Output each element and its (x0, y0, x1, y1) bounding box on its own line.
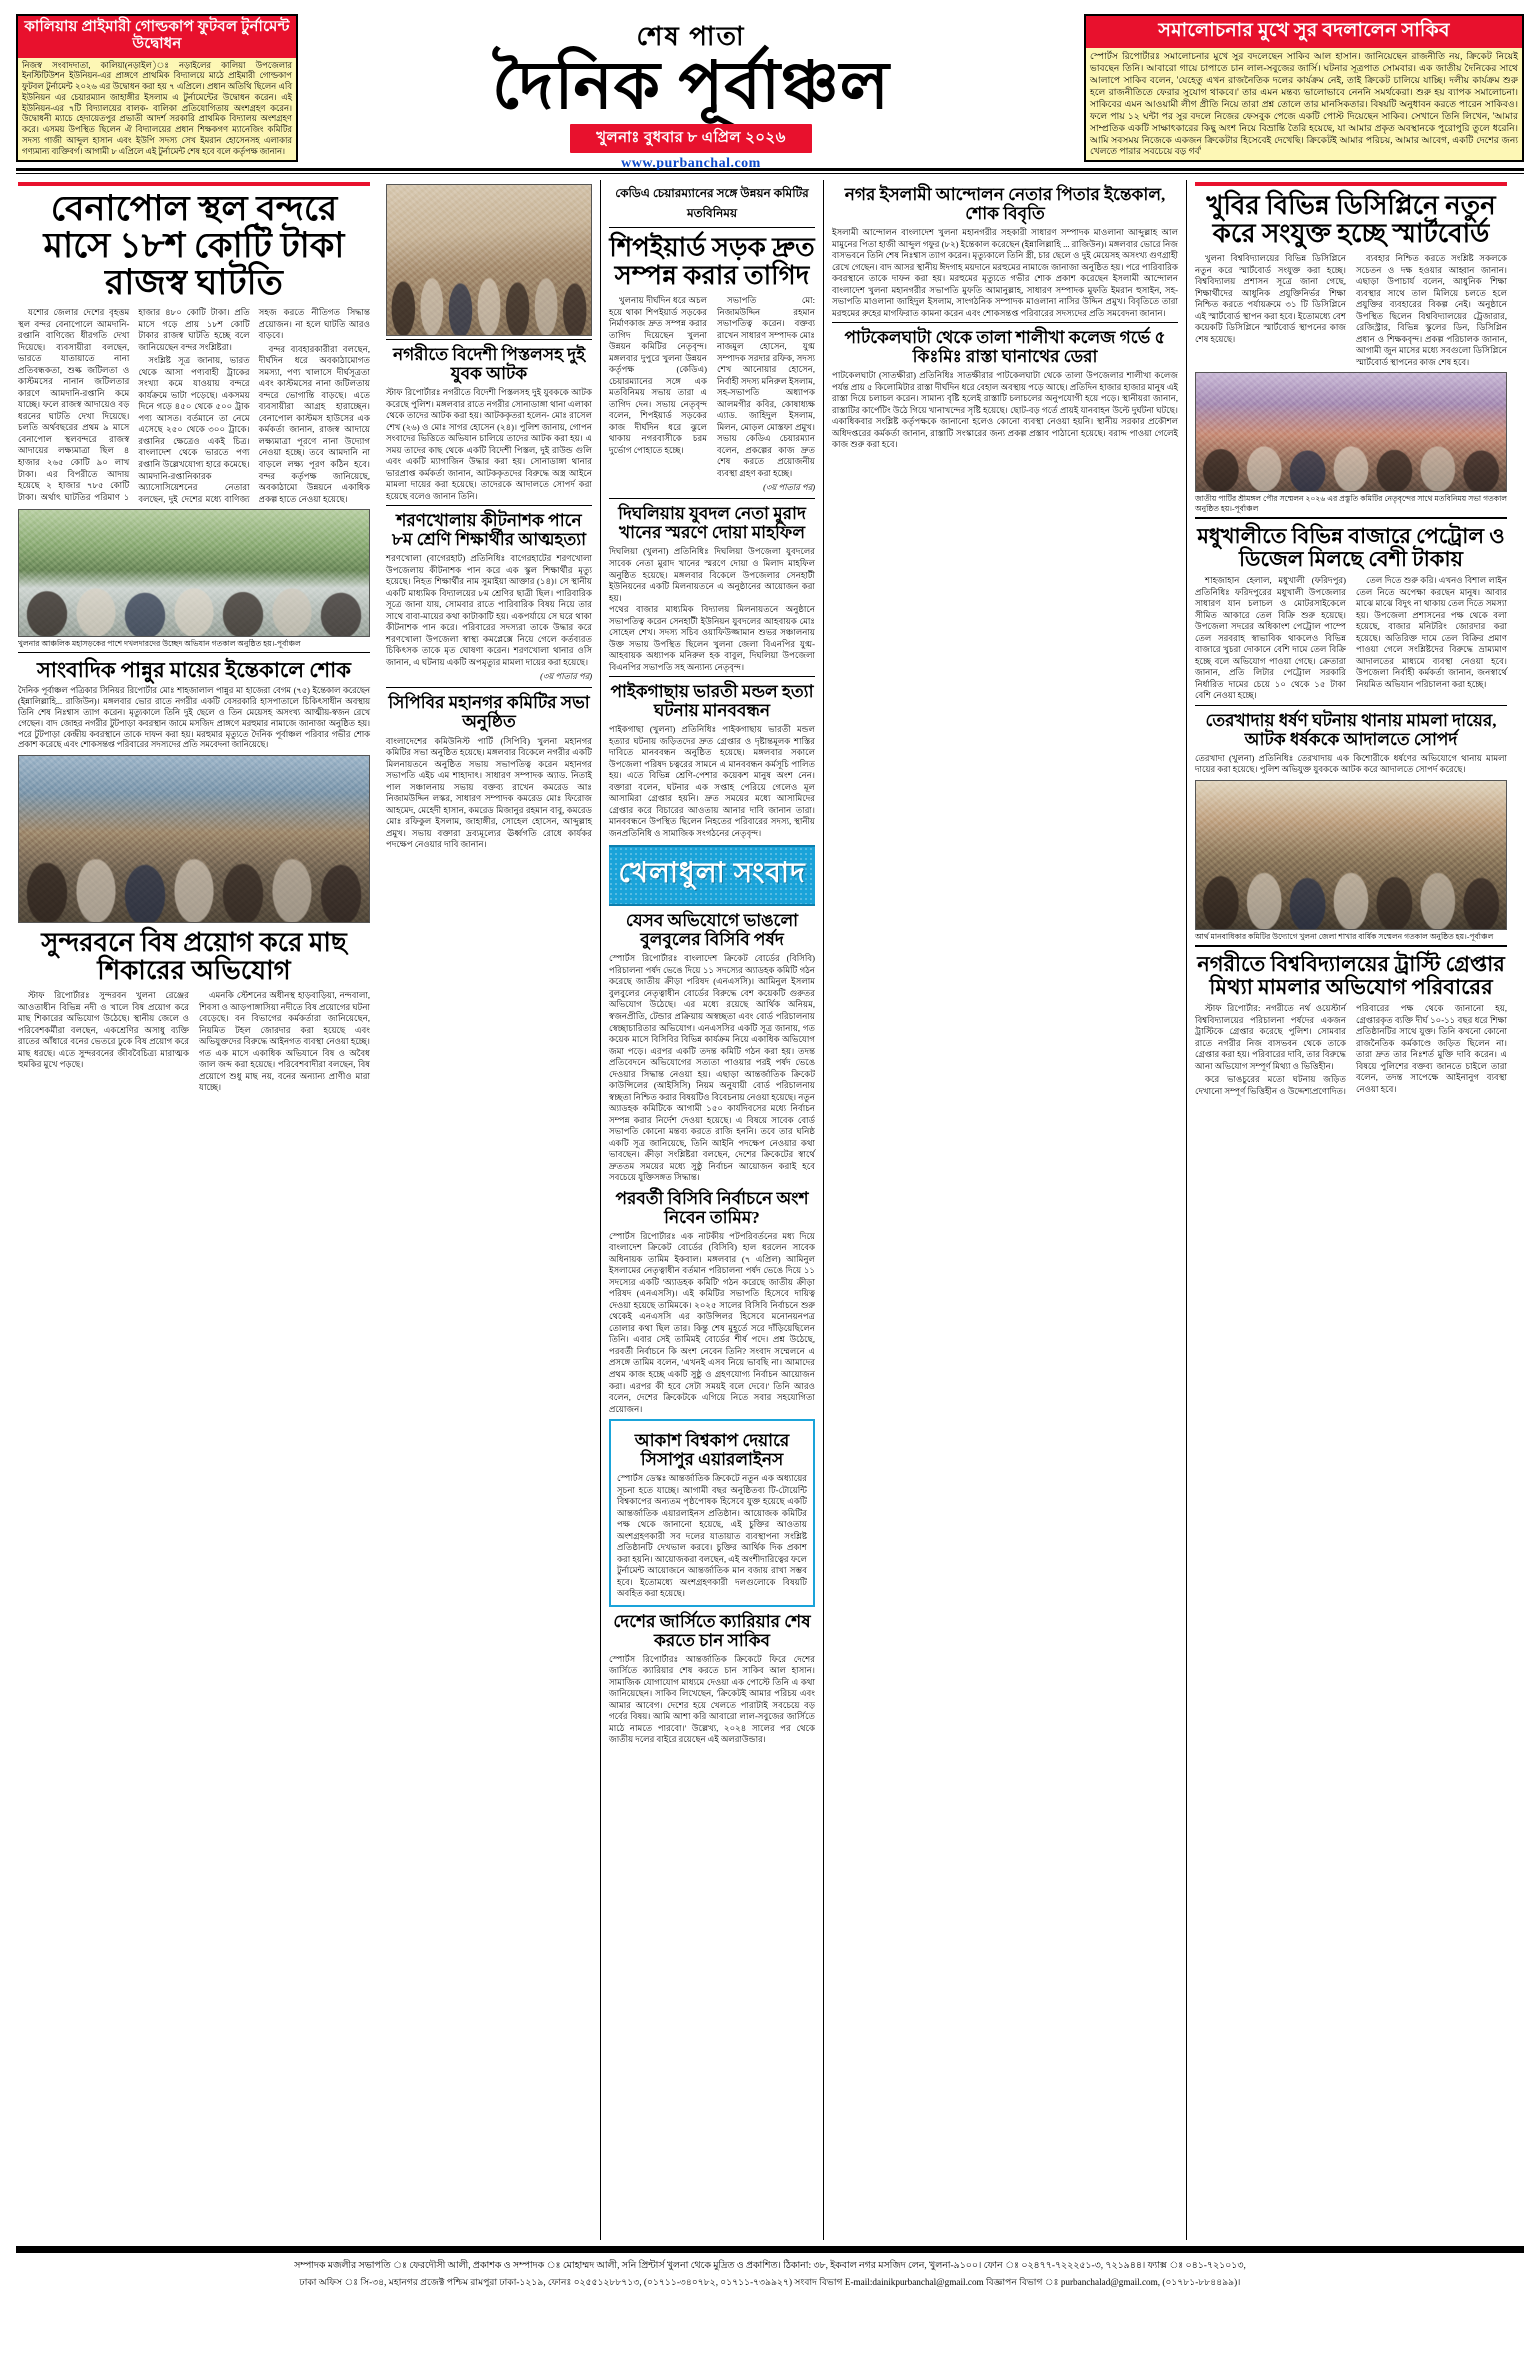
body-sakib-career: স্পোর্টস রিপোর্টারঃ আন্তর্জাতিক ক্রিকেটে ফিরে দেশের জার্সিতে ক্যারিয়ার শেষ করতে চান সাকিব আল হাসান। সামাজিক যোগাযোগ মাধ্যমে দেওয়া এক পোস্টে তিনি এ কথা জানিয়েছেন। সাকিব লিখেছেন, 'ক্রিকেটই আমার পরিচয় এবং আমার আবেগ। দেশের হয়ে খেলতে পারাটাই সবচেয়ে বড় গর্বের বিষয়। আমি আশা করি আবারো লাল-সবুজের জার্সিতে মাঠে নামতে পারবো।' উল্লেখ্য, ২০২৪ সালের পর থেকে জাতীয় দলের বাইরে রয়েছেন এই অলরাউন্ডার। (609, 1653, 815, 1745)
lead-para-1: যশোর জেলার দেশের বৃহত্তম স্থল বন্দর বেনাপোলে আমদানি-রপ্তানি বাণিজ্যে ধীরগতি দেখা দিয়েছে। ব্যবসায়ীরা বলছেন, ভারতে যাতায়াতে নানা প্রতিবন্ধকতা, শুল্ক জটিলতা ও কাস্টমসের নানান জটিলতার কারণে আমদানি-রপ্তানি কমে যাচ্ছে। ফলে রাজস্ব আদায়েও বড় ধরনের ঘাটতি দেখা দিয়েছে। চলতি অর্থবছরের প্রথম ৯ মাসে বেনাপোল স্থলবন্দরে রাজস্ব আদায়ের লক্ষ্যমাত্রা ছিল ৪ হাজার ২৬৫ কোটি ৯০ লাখ টাকা। এর বিপরীতে আদায় হয়েছে ২ হাজার ৭৮৫ কোটি টাকা। অর্থাৎ ঘাটতির পরিমাণ ১ হাজার ৪৮০ কোটি টাকা। প্রতি মাসে গড়ে প্রায় ১৮শ কোটি টাকার রাজস্ব ঘাটতি হচ্ছে বলে জানিয়েছেন বন্দর সংশ্লিষ্টরা। (18, 307, 250, 502)
headline-tamim-election[interactable]: পরবর্তী বিসিবি নির্বাচনে অংশ নিবেন তামিম? (615, 1188, 809, 1227)
footer-line-1: সম্পাদক মজলীর সভাপতি ঃ ফেরদৌসী আলী, প্রকাশক ও সম্পাদক ঃ মোহাম্মদ আলী, সনি প্রিন্টার্স খুলনা থেকে মুদ্রিত ও প্রকাশিত। ঠিকানা: ৩৮, ইকবাল নগর মসজিদ লেন, খুলনা-৯১০০। ফোন ঃ ০২৪৭৭-৭২২২৫১-৩, ৭২১৯৪৪। ফ্যাক্স ঃ ০৪১-৭২১০১৩, (294, 2261, 1246, 2271)
top-right-headline: সমালোচনার মুখে সুর বদলালেন সাকিব (1086, 16, 1522, 48)
continuation-c2: (৩য় পাতার পর) (540, 672, 592, 682)
column-5 (1187, 180, 1509, 2240)
photo-figures-4 (1196, 418, 1506, 491)
divider-c3-a (609, 498, 815, 499)
divider-c2-b (386, 505, 592, 506)
column-3 (601, 180, 823, 2240)
column-2 (378, 180, 600, 2240)
headline-airline-sponsor[interactable]: আকাশ বিশ্বকাপ দেয়ারে সিসাপুর এয়ারলাইনস (634, 1431, 790, 1470)
headline-pesticide-suicide[interactable]: শরণখোলায় কীটনাশক পানে ৮ম শ্রেণি শিক্ষার্থীর আত্মহত্যা (391, 511, 587, 550)
divider-c2-c (386, 687, 592, 688)
fuel-para-2: তেল দিতে শুরু করি। এখনও বিশাল লাইন তেল নিতে অপেক্ষা করছেন মানুষ। আবার মাঝে মাঝে বিদুৎ না থাকায় তেল দিতে সমস্যা হয়। উপজেলা প্রশাসনের পক্ষ থেকে বলা হয়েছে, বাজার মনিটরিং জোরদার করা হয়েছে। অতিরিক্ত দামে তেল বিক্রির প্রমাণ পাওয়া গেলে সংশ্লিষ্টদের বিরুদ্ধে ভ্রাম্যমাণ আদালতের মাধ্যমে ব্যবস্থা নেওয়া হবে। উপজেলা নির্বাহী কর্মকর্তা জানান, জনস্বার্থে নিয়মিত অভিযান পরিচালনা করা হচ্ছে। (1356, 575, 1507, 689)
headline-journalist-mother[interactable]: সাংবাদিক পান্নুর মায়ের ইন্তেকালে শোক (37, 658, 351, 683)
body-patkelghata-road: পাটকেলঘাটা (সাতক্ষীরা) প্রতিনিধিঃ সাতক্ষীরার পাটকেলঘাটা থেকে তালা উপজেলার শালীখা কলেজ পর্যন্ত প্রায় ৫ কিলোমিটার রাস্তা দীর্ঘদিন ধরে বেহাল অবস্থায় পড়ে আছে। প্রতিদিন হাজার হাজার মানুষ এই রাস্তা দিয়ে চলাচল করেন। সামান্য বৃষ্টি হলেই রাস্তাটি চলাচলের অনুপযোগী হয়ে পড়ে। স্থানীয়রা জানান, রাস্তাটির কার্পেটিং উঠে গিয়ে খানাখন্দের সৃষ্টি হয়েছে। ছোট-বড় গর্তে প্রায়ই যানবাহন উল্টে দুর্ঘটনা ঘটছে। একাধিকবার সংশ্লিষ্ট কর্তৃপক্ষকে জানানো হলেও কোনো ব্যবস্থা নেওয়া হয়নি। স্থানীয় সরকার প্রকৌশল অধিদপ্তরের কর্মকর্তা জানান, রাস্তাটি সংস্কারের জন্য প্রকল্প প্রস্তাব পাঠানো হয়েছে। বরাদ্দ পাওয়া গেলেই কাজ শুরু করা হবে। (832, 370, 1178, 450)
headline-bcb-board[interactable]: যেসব অভিযোগে ভাঙলো বুলবুলের বিসিবি পর্ষদ (625, 911, 799, 950)
column-4 (824, 180, 1186, 2240)
headline-madhukhali-fuel[interactable]: মধুখালীতে বিভিন্ন বাজারে পেট্রোল ও ডিজেল মিলছে বেশী টাকায় (1197, 523, 1505, 571)
body-shipyard-road (609, 295, 815, 479)
masthead-divider-thin (16, 173, 1524, 174)
top-right-news-box (1084, 14, 1524, 162)
photo-figures-3 (387, 242, 591, 335)
body-pistol-arrest: স্টাফ রিপোর্টারঃ নগরীতে বিদেশী পিস্তলসহ দুই যুবককে আটক করেছে পুলিশ। মঙ্গলবার রাতে নগরীর সোনাডাঙ্গা থানা এলাকা থেকে তাদের আটক করা হয়। আটককৃতরা হলেন- মোঃ রাসেল শেখ (২৬) ও মোঃ সাগর হোসেন (২৪)। পুলিশ জানায়, গোপন সংবাদের ভিত্তিতে অভিযান চালিয়ে তাদের আটক করা হয়। এ সময় তাদের কাছ থেকে একটি বিদেশী পিস্তল, দুই রাউন্ড গুলি এবং একটি ম্যাগাজিন উদ্ধার করা হয়। সোনাডাঙ্গা থানার ভারপ্রাপ্ত কর্মকর্তা জানান, আটককৃতদের বিরুদ্ধে অস্ত্র আইনে মামলা দায়ের করা হয়েছে। তাদেরকে আদালতে সোপর্দ করা হয়েছে বলেও জানান তিনি। (386, 387, 592, 501)
body-pesticide-suicide: শরণখোলা (বাগেরহাট) প্রতিনিধিঃ বাগেরহাটের শরণখোলা উপজেলায় কীটনাশক পান করে এক স্কুল শিক্ষার্থীর মৃত্যু হয়েছে। নিহত শিক্ষার্থীর নাম সুমাইয়া আক্তার (১৪)। সে স্থানীয় একটি মাধ্যমিক বিদ্যালয়ের ৮ম শ্রেণির ছাত্রী ছিল। পারিবারিক সূত্রে জানা যায়, সোমবার রাতে পারিবারিক বিষয় নিয়ে তার সাথে বাবা-মায়ের কথা কাটাকাটি হয়। একপর্যায়ে সে ঘরে থাকা কীটনাশক পান করে। পরিবারের সদস্যরা তাকে উদ্ধার করে শরণখোলা উপজেলা স্বাস্থ্য কমপ্লেক্সে নিয়ে গেলে কর্তব্যরত চিকিৎসক তাকে মৃত ঘোষণা করেন। শরণখোলা থানার ওসি জানান, এ ঘটনায় একটি অপমৃত্যুর মামলা দায়ের করা হয়েছে। (386, 553, 592, 667)
website-url[interactable]: www.purbanchal.com (621, 155, 761, 171)
photo-caption-eviction: খুলনার আঞ্চলিক মহাসড়কের পাশে দখলদারদের উচ্ছেদ অভিযান গতকাল অনুষ্ঠিত হয়।-পূর্বাঞ্চল (18, 639, 301, 649)
right-red-rule (1195, 182, 1507, 186)
lead-red-rule (18, 182, 370, 186)
body-airline-sponsor: স্পোর্টস ডেস্কঃ আন্তর্জাতিক ক্রিকেটে নতুন এক অধ্যায়ের সূচনা হতে যাচ্ছে। আগামী বছর অনুষ্ঠিতব্য টি-টোয়েন্টি বিশ্বকাপের অন্যতম পৃষ্ঠপোষক হিসেবে যুক্ত হয়েছে একটি আন্তর্জাতিক এয়ারলাইনস প্রতিষ্ঠান। আয়োজক কমিটির পক্ষ থেকে জানানো হয়েছে, এই চুক্তির আওতায় অংশগ্রহণকারী সব দলের যাতায়াত ব্যবস্থাপনা সংশ্লিষ্ট প্রতিষ্ঠানটি দেখভাল করবে। চুক্তির আর্থিক দিক প্রকাশ করা হয়নি। আয়োজকরা বলছেন, এই অংশীদারিত্বের ফলে টুর্নামেন্ট আয়োজনে আন্তর্জাতিক মান বজায় রাখা সম্ভব হবে। ইতোমধ্যে অংশগ্রহণকারী দলগুলোকে বিষয়টি অবহিত করা হয়েছে। (617, 1473, 807, 1599)
headline-paikgacha-protest[interactable]: পাইকগাছায় ভারতী মন্ডল হত্যা ঘটনায় মানববন্ধন (610, 682, 814, 721)
body-journalist-mother: দৈনিক পূর্বাঞ্চল পত্রিকার সিনিয়র রিপোর্টার মোঃ শাহজালাল পান্নুর মা হাজেরা বেগম (৭৫) ইন্তেকাল করেছেন (ইন্নালিল্লাহি... রাজিউন)। মঙ্গলবার ভোর রাতে নগরীর একটি বেসরকারি হাসপাতালে চিকিৎসাধীন অবস্থায় তিনি শেষ নিঃশ্বাস ত্যাগ করেন। মৃত্যুকালে তিনি দুই ছেলে ও তিন মেয়েসহ অসংখ্য আত্মীয়-স্বজন রেখে গেছেন। বাদ জোহর নগরীর টুটপাড়া কবরস্থান জামে মসজিদ প্রাঙ্গণে মরহুমার নামাজে জানাজা অনুষ্ঠিত হয়। পরে টুটপাড়া কেন্দ্রীয় কবরস্থানে তাকে দাফন করা হয়। মরহুমার মৃত্যুতে দৈনিক পূর্বাঞ্চল পরিবার গভীর শোক প্রকাশ করেছে এবং শোকসন্তপ্ত পরিবারের সদস্যদের প্রতি সমবেদনা জানিয়েছে। (18, 686, 370, 750)
lead-para-2: সংশ্লিষ্ট সূত্র জানায়, ভারত থেকে আসা পণ্যবাহী ট্রাকের সংখ্যা কমে যাওয়ায় বন্দরে কার্যক্রমে ভাটা পড়েছে। একসময় দিনে গড়ে ৪৫০ থেকে ৫০০ ট্রাক পণ্য আসত। বর্তমানে তা নেমে এসেছে ২৫০ থেকে ৩০০ ট্রাকে। রপ্তানির ক্ষেত্রেও একই চিত্র। বাংলাদেশ থেকে ভারতে পণ্য রপ্তানি উল্লেখযোগ্য হারে কমেছে। আমদানি-রপ্তানিকারক অ্যাসোসিয়েশনের নেতারা বলছেন, দুই দেশের মধ্যে বাণিজ্য সহজ করতে নীতিগত সিদ্ধান্ত প্রয়োজন। না হলে ঘাটতি আরও বাড়বে। (138, 307, 370, 504)
content-grid (16, 180, 1524, 2240)
body-terokhada-rape-case: তেরখাদা (খুলনা) প্রতিনিধিঃ তেরখাদায় এক কিশোরীকে ধর্ষণের অভিযোগে থানায় মামলা দায়ের করা হয়েছে। পুলিশ অভিযুক্ত যুবককে আটক করে আদালতে সোপর্দ করেছে। (1195, 752, 1507, 775)
date-bar: খুলনাঃ বুধবার ৮ এপ্রিল ২০২৬ (570, 124, 811, 153)
footer-imprint (16, 2259, 1524, 2290)
footer-divider (16, 2246, 1524, 2253)
top-left-news-box (16, 14, 298, 162)
body-paikgacha-protest: পাইকগাছা (খুলনা) প্রতিনিধিঃ পাইকগাছায় ভারতী মন্ডল হত্যার ঘটনায় জড়িতদের দ্রুত গ্রেপ্তার ও দৃষ্টান্তমূলক শাস্তির দাবিতে মানববন্ধন অনুষ্ঠিত হয়েছে। মঙ্গলবার সকালে উপজেলা পরিষদ চত্বরের সামনে এ মানববন্ধন কর্মসূচি পালিত হয়। এতে বিভিন্ন শ্রেণি-পেশার কয়েকশ মানুষ অংশ নেন। বক্তারা বলেন, ঘটনার এক সপ্তাহ পেরিয়ে গেলেও মূল আসামিরা গ্রেপ্তার হয়নি। দ্রুত সময়ের মধ্যে আসামিদের গ্রেপ্তার করে বিচারের আওতায় আনার দাবি জানান তারা। মানববন্ধনে উপস্থিত ছিলেন নিহতের পরিবারের সদস্য, স্থানীয় জনপ্রতিনিধি ও সামাজিক সংগঠনের নেতৃবৃন্দ। (609, 724, 815, 838)
trustee-para-1: স্টাফ রিপোর্টার: নগরীতে নর্থ ওয়েস্টার্ন বিশ্ববিদ্যালয়ের পরিচালনা পর্ষদের একজন ট্রাস্টিকে গ্রেপ্তার করেছে পুলিশ। সোমবার রাতে নগরীর নিজ বাসভবন থেকে তাকে গ্রেপ্তার করা হয়। পরিবারের দাবি, তার বিরুদ্ধে আনা অভিযোগ সম্পূর্ণ মিথ্যা ও ভিত্তিহীন। (1195, 1003, 1346, 1071)
photo-figures-5 (1196, 837, 1506, 929)
sports-airline-box (609, 1419, 815, 1607)
headline-patkelghata-road[interactable]: পাটকেলঘাটা থেকে তালা শালীখা কলেজ গর্ভে ৫ কিঃমিঃ রাস্তা ঘানাথের ডেরা (844, 328, 1166, 367)
headline-pistol-arrest[interactable]: নগরীতে বিদেশী পিস্তলসহ দুই যুবক আটক (392, 345, 586, 384)
headline-university-trustee-arrest[interactable]: নগরীতে বিশ্ববিদ্যালয়ের ট্রাস্টি গ্রেপ্তার মিথ্যা মামলার অভিযোগ পরিবারের (1197, 952, 1505, 1000)
top-strip (16, 14, 1524, 171)
body-dighalia-doa-1: দিঘলিয়া (খুলনা) প্রতিনিধিঃ দিঘলিয়া উপজেলা যুবদলের সাবেক নেতা মুরাদ খানের স্মরণে দোয়া ও মিলাদ মাহফিল অনুষ্ঠিত হয়েছে। মঙ্গলবার বিকেলে উপজেলার সেনহাটী ইউনিয়নের একটি মিলনায়তনে এ অনুষ্ঠানের আয়োজন করা হয়। (609, 546, 815, 603)
body-cpb-meeting: বাংলাদেশের কমিউনিস্ট পার্টি (সিপিবি) খুলনা মহানগর কমিটির সভা অনুষ্ঠিত হয়েছে। মঙ্গলবার বিকেলে নগরীর একটি মিলনায়তনে অনুষ্ঠিত সভায় সভাপতিত্ব করেন মহানগর সভাপতি এইচ এম শাহাদাৎ। সাধারণ সম্পাদক অ্যাড. নিতাই পাল সঞ্চালনায় সভায় বক্তব্য রাখেন কমরেড আঃ নিজামউদ্দিন লস্কর, সাধারণ সম্পাদক কমরেড মোঃ ফিরোজ আহমেদ, মেহেদী হাসান, কমরেড মিজানুর রহমান বাবু, কমরেড মোঃ রফিকুল ইসলাম, জাহাঙ্গীর, সোহেল হোসেন, আব্দুল্লাহ প্রমুখ। সভায় বক্তারা দ্রব্যমূল্যের ঊর্ধ্বগতি রোধে কার্যকর পদক্ষেপ নেওয়ার দাবি জানান। (386, 735, 592, 850)
headline-dighalia-doa[interactable]: দিঘলিয়ায় যুবদল নেতা মুরাদ খানের স্মরণে দোয়া মাহফিল (618, 504, 806, 543)
newspaper-title: দৈনিক পূর্বাঞ্চল (492, 50, 890, 123)
body-islami-andolon-obituary: ইসলামী আন্দোলন বাংলাদেশ খুলনা মহানগরীর সহকারী সাধারণ সম্পাদক মাওলানা আব্দুল্লাহ আল মামুনের পিতা হাজী আব্দুল গফুর (৮২) ইন্তেকাল করেছেন (ইন্নালিল্লাহি ... রাজিউন)। মঙ্গলবার ভোরে নিজ বাসভবনে তিনি শেষ নিঃশ্বাস ত্যাগ করেন। মৃত্যুকালে তিনি স্ত্রী, চার ছেলে ও দুই মেয়েসহ অসংখ্য গুণগ্রাহী রেখে গেছেন। বাদ আসর স্থানীয় ঈদগাহ ময়দানে মরহুমের নামাজে জানাজা অনুষ্ঠিত হয়। পরে পারিবারিক কবরস্থানে তাকে দাফন করা হয়। মরহুমের মৃত্যুতে গভীর শোক প্রকাশ করেছেন ইসলামী আন্দোলন বাংলাদেশ খুলনা মহানগরীর সভাপতি মুফতি আমানুল্লাহ, সাধারণ সম্পাদক মুফতি ইমরান হুসাইন, সহ-সভাপতি মাওলানা জাহিদুল ইসলাম, সাংগঠনিক সম্পাদক মাওলানা নাসির উদ্দিন প্রমুখ। বিবৃতিতে তারা মরহুমের রুহের মাগফিরাত কামনা করেন এবং শোকসন্তপ্ত পরিবারের সদস্যদের প্রতি সমবেদনা জানান। (832, 227, 1178, 318)
body-ku-smartboard (1195, 253, 1507, 368)
body-dighalia-doa-2: পথের বাজার মাধ্যমিক বিদ্যালয় মিলনায়তনে অনুষ্ঠানে সভাপতিত্ব করেন সেনহাটী ইউনিয়ন যুবদলের আহবায়ক মোঃ সোহেল শেখ। সদস্য সচিব ওয়াফিউজ্জামান শুভর সঞ্চালনায় উক্ত সভায় উপস্থিত ছিলেন খুলনা জেলা বিএনপির যুগ্ম-আহবায়ক অধ্যাপক মনিরুল হক বাবুল, দিঘলিয়া উপজেলা বিএনপির সভাপতি সহ অন্যান্য নেতৃবৃন্দ। (609, 604, 815, 672)
smartboard-para-2: ব্যবহার নিশ্চিত করতে সংশ্লিষ্ট সকলকে সচেতন ও দক্ষ হওয়ার আহ্বান জানান। এছাড়া উপাচার্য বলেন, আধুনিক শিক্ষা ব্যবস্থার সাথে তাল মিলিয়ে চলতে হলে প্রযুক্তির ব্যবহারের বিকল্প নেই। অনুষ্ঠানে উপস্থিত ছিলেন বিশ্ববিদ্যালয়ের ট্রেজারার, রেজিস্ট্রার, বিভিন্ন স্কুলের ডিন, ডিসিপ্লিন প্রধান ও শিক্ষকবৃন্দ। প্রকল্প পরিচালক জানান, আগামী জুন মাসের মধ্যে সবগুলো ডিসিপ্লিনে স্মার্টবোর্ড স্থাপনের কাজ শেষ হবে। (1356, 253, 1507, 367)
shipyard-para-2: সভাপতি মো: নিজামউদ্দিন রহমান সভাপতিত্ব করেন। বক্তব্য রাখেন সাধারণ সম্পাদক মোঃ নাজমুল হোসেন, যুগ্ম সম্পাদক সরদার রফিক, সদস্য শেখ আনোয়ার হোসেন, নির্বাহী সদস্য মনিরুল ইসলাম, সহ-সভাপতি অধ্যাপক আলমগীর কবির, কোষাধ্যক্ষ এ্যাড. জাহিদুল ইসলাম, মিলন, মোড়ল মোস্তফা প্রমুখ। সভায় কেডিএ চেয়ারম্যান বলেন, প্রকল্পের কাজ দ্রুত শেষ করতে প্রয়োজনীয় ব্যবস্থা গ্রহণ করা হচ্ছে। (717, 295, 815, 478)
sports-section-banner: খেলাধুলা সংবাদ (609, 845, 815, 906)
photo-street-rally (18, 755, 370, 923)
shesh-pata-label: শেষ পাতা (636, 22, 746, 51)
photo-caption-human-rights: আর্থ মানবাধিকার কমিটির উদ্যোগে খুলনা জেলা শাখার বার্ষিক সম্মেলন গতকাল অনুষ্ঠিত হয়।-পূর্বাঞ্চল (1195, 931, 1494, 941)
divider-c2-a (386, 339, 592, 340)
headline-cpb-meeting[interactable]: সিপিবির মহানগর কমিটির সভা অনুষ্ঠিত (388, 693, 590, 732)
divider-c5-c (1195, 945, 1507, 947)
body-sundarban-poison (18, 990, 370, 1094)
divider-c1-a (18, 652, 370, 653)
divider-c4-a (832, 322, 1178, 323)
body-bcb-board: স্পোর্টস রিপোর্টারঃ বাংলাদেশ ক্রিকেট বোর্ডের (বিসিবি) পরিচালনা পর্ষদ ভেঙে দিয়ে ১১ সদস্যের অ্যাডহক কমিটি গঠন করেছে জাতীয় ক্রীড়া পরিষদ (এনএসসি)। আমিনুল ইসলাম বুলবুলের নেতৃত্বাধীন বোর্ডের বিরুদ্ধে বেশ কয়েকটি গুরুতর অভিযোগ উঠেছে। এর মধ্যে রয়েছে আর্থিক অনিয়ম, স্বজনপ্রীতি, টেন্ডার প্রক্রিয়ায় অস্বচ্ছতা এবং বোর্ড পরিচালনায় স্বেচ্ছাচারিতার অভিযোগ। এনএসসির একটি সূত্র জানায়, গত কয়েক মাসে বিসিবির বিভিন্ন কার্যক্রম নিয়ে একাধিক অভিযোগ জমা পড়ে। এরপর একটি তদন্ত কমিটি গঠন করা হয়। তদন্ত প্রতিবেদনে অভিযোগের সত্যতা পাওয়ার পরই পর্ষদ ভেঙে দেওয়ার সিদ্ধান্ত নেওয়া হয়। এছাড়া আন্তর্জাতিক ক্রিকেট কাউন্সিলের (আইসিসি) নিয়ম অনুযায়ী বোর্ড পরিচালনায় স্বচ্ছতা নিশ্চিত করার বিষয়টিও বিবেচনায় নেওয়া হয়েছে। নতুন অ্যাডহক কমিটিকে আগামী ১৫০ কার্যদিবসের মধ্যে নির্বাচন সম্পন্ন করার নির্দেশ দেওয়া হয়েছে। এ বিষয়ে সাবেক বোর্ড সভাপতি কোনো মন্তব্য করতে রাজি হননি। তবে তার ঘনিষ্ঠ একটি সূত্র জানিয়েছে, তিনি আইনি পদক্ষেপ নেওয়ার কথা ভাবছেন। ক্রীড়া সংশ্লিষ্টরা বলছেন, দেশের ক্রিকেটের স্বার্থে দ্রুততম সময়ের মধ্যে সুষ্ঠু নির্বাচন আয়োজন করাই হবে সবচেয়ে যুক্তিসঙ্গত সিদ্ধান্ত। (609, 953, 815, 1183)
top-left-body: নিজস্ব সংবাদদাতা, কালিয়া(নড়াইল)ঃ নড়াইলের কালিয়া উপজেলার ইনস্টিটিউশন ইউনিয়ন-এর প্রাঙ্গণে প্রাথমিক বিদ্যালয়ে মাঠে প্রাইমারী গোল্ডকাপ ফুটবল টুর্নামেন্ট ২০২৬ এর উদ্বোধন করা হয় ৭ এপ্রিলে। প্রধান অতিথি ছিলেন এবি ইউনিয়ন এর চেয়ারম্যান জাহাঙ্গীর ইসলাম এ টুর্নামেন্টের উদ্বোধন করেন। এই ইউনিয়ন-এর ৭টি বিদ্যালয়ের বালক- বালিকা প্রতিযোগিতায় অংশগ্রহণ করেন। উদ্বোধনী ম্যাচে হেদায়েতপুর প্রভাতী আদর্শ সরকারি প্রাথমিক বিদ্যালয় অংশগ্রহণ করে। এসময় উপস্থিত ছিলেন ঐ বিদ্যালয়ের প্রধান শিক্ষকগণ ম্যানেজিং কমিটির সদস্য গাজী আব্দুল হাসান এবং ইউপি সদস্য সেখ ইমরান হোসেনসহ এলাকার গণ্যমান্য ব্যক্তিবর্গ। আগামী ৮ এপ্রিলে এই টুর্নামেন্ট শেষ হবে বলে কর্তৃপক্ষ জানান। (22, 60, 292, 156)
footer-line-2: ঢাকা অফিস ঃ সি-৩৪, মহানগর প্রজেক্ট পশ্চিম রামপুরা ঢাকা-১২১৯, ফোনঃ ০২৫৫১২৮৮৭১৩, (০১৭১১-৩৪০৭৮২, ০১৭১১-৭৩৯৯২৭) সংবাদ বিভাগ E-mail:dainikpurbanchal@gmail.com বিজ্ঞাপন বিভাগ ঃ purbanchalad@gmail.com, (০১৭৮১-৮৮৪৪৯৯)। (299, 2276, 1241, 2287)
sundarban-para-2: এমনকি স্টেশনের অধীনস্থ হাড়বাড়িয়া, নন্দবালা, শিবসা ও আড়পাঙ্গাসিয়া নদীতে বিষ প্রয়োগের ঘটনা বেড়েছে। বন বিভাগের কর্মকর্তারা জানিয়েছেন, নিয়মিত টহল জোরদার করা হয়েছে এবং অভিযুক্তদের বিরুদ্ধে আইনগত ব্যবস্থা নেওয়া হচ্ছে। গত এক মাসে একাধিক অভিযানে বিষ ও অবৈধ জাল জব্দ করা হয়েছে। পরিবেশবাদীরা বলছেন, বিষ প্রয়োগে শুধু মাছ নয়, বনের অন্যান্য প্রাণীও মারা যাচ্ছে। (199, 990, 370, 1093)
photo-jatiya-party-meeting (1195, 372, 1507, 492)
body-tamim-election: স্পোর্টস রিপোর্টারঃ এক নাটকীয় পটপরিবর্তনের মধ্য দিয়ে বাংলাদেশ ক্রিকেট বোর্ডের (বিসিবি) হাল ধরলেন সাবেক অধিনায়ক তামিম ইকবাল। মঙ্গলবার (৭ এপ্রিল) আমিনুল ইসলামের নেতৃত্বাধীন বর্তমান পরিচালনা পর্ষদ ভেঙে দিয়ে ১১ সদস্যের একটি 'অ্যাডহক কমিটি' গঠন করেছে জাতীয় ক্রীড়া পরিষদ (এনএসসি)। এই কমিটির সভাপতি হিসেবে দায়িত্ব দেওয়া হয়েছে তামিমকে। ২০২৫ সালের বিসিবি নির্বাচনে শুরু থেকেই এনএসসি এর কাউন্সিলর হিসেবে মনোনয়নপত্র তোলার কথা ছিল তার। কিন্তু শেষ মুহূর্তে সরে দাঁড়িয়েছিলেন তিনি। এবার সেই তামিমই বোর্ডের শীর্ষ পদে। প্রশ্ন উঠেছে, পরবর্তী নির্বাচনে কি অংশ নেবেন তিনি? সংবাদ সম্মেলনে এ প্রসঙ্গে তামিম বলেন, 'এখনই এসব নিয়ে ভাবছি না। আমাদের প্রথম কাজ হচ্ছে একটি সুষ্ঠু ও গ্রহণযোগ্য নির্বাচন আয়োজন করা। এরপর কী হবে সেটা সময়ই বলে দেবে।' তিনি আরও বলেন, দেশের ক্রিকেটকে এগিয়ে নিতে সবার সহযোগিতা প্রয়োজন। (609, 1230, 815, 1414)
headline-sakib-career[interactable]: দেশের জার্সিতে ক্যারিয়ার শেষ করতে চান সাকিব (613, 1611, 811, 1650)
divider-c5-a (1195, 517, 1507, 519)
masthead (308, 14, 1074, 171)
photo-figures (19, 558, 369, 636)
smartboard-para-1: খুলনা বিশ্ববিদ্যালয়ের বিভিন্ন ডিসিপ্লিনে নতুন করে স্মার্টবোর্ড সংযুক্ত করা হচ্ছে। বিশ্ববিদ্যালয় প্রশাসন সূত্রে জানা গেছে, শিক্ষার্থীদের আধুনিক প্রযুক্তিনির্ভর শিক্ষা নিশ্চিত করতে পর্যায়ক্রমে ৩১ টি ডিসিপ্লিনে এই স্মার্টবোর্ড স্থাপন করা হবে। ইতোমধ্যে বেশ কয়েকটি ডিসিপ্লিনে স্মার্টবোর্ড স্থাপনের কাজ শেষ হয়েছে। (1195, 253, 1346, 344)
divider-c5-b (1195, 705, 1507, 706)
photo-flower-ceremony (386, 184, 592, 336)
sundarban-para-1: স্টাফ রিপোর্টারঃ সুন্দরবন খুলনা রেঞ্জের আওতাধীন বিভিন্ন নদী ও খালে বিষ প্রয়োগ করে মাছ শিকারের অভিযোগ উঠেছে। স্থানীয় জেলে ও পরিবেশকর্মীরা বলছেন, একশ্রেণির অসাধু ব্যক্তি রাতের আঁধারে বনের ভেতরে ঢুকে বিষ প্রয়োগ করে মাছ ধরছে। এতে সুন্দরবনের জীববৈচিত্র্য মারাত্মক হুমকির মুখে পড়ছে। (18, 990, 189, 1070)
divider-c3-b (609, 676, 815, 677)
top-left-headline: কালিয়ায় প্রাইমারী গোল্ডকাপ ফুটবল টুর্নামেন্ট উদ্বোধন (18, 16, 296, 58)
photo-eviction-drive (18, 509, 370, 637)
fuel-para-1: শাহজাহান হেলাল, মধুখালী (ফরিদপুর) প্রতিনিধিঃ ফরিদপুরের মধুখালী উপজেলার সাধারণ যান চলাচল ও মোটরসাইকেলে সীমিত আকারে তেল বিক্রি শুরু হয়েছে। উপজেলা সদরের অধিকাংশ পেট্রোল পাম্পে তেল সরবরাহ স্বাভাবিক থাকলেও বিভিন্ন বাজারে খুচরা দোকানে বেশি দামে তেল বিক্রি হচ্ছে বলে অভিযোগ পাওয়া গেছে। ক্রেতারা জানান, প্রতি লিটার পেট্রোল সরকারি নির্ধারিত দামের চেয়ে ১০ থেকে ১৫ টাকা বেশি নেওয়া হচ্ছে। (1195, 575, 1346, 701)
photo-caption-jatiya-party: জাতীয় পার্টির শ্রীমঙ্গল পৌর সম্মেলন ২০২৬ এর প্রস্তুতি কমিটির নেতৃবৃন্দের সাথে মতবিনিময় সভা গতকাল অনুষ্ঠিত হয়।-পূর্বাঞ্চল (1195, 494, 1507, 513)
headline-ku-smartboard[interactable]: খুবির বিভিন্ন ডিসিপ্লিনে নতুন করে সংযুক্ত হচ্ছে স্মার্টবোর্ড (1206, 191, 1496, 249)
headline-sundarban-poison[interactable]: সুন্দরবনে বিষ প্রয়োগ করে মাছ শিকারের অভিযোগ (41, 928, 347, 986)
lead-para-3: বন্দর ব্যবহারকারীরা বলছেন, দীর্ঘদিন ধরে অবকাঠামোগত সমস্যা, পণ্য খালাসে দীর্ঘসূত্রতা এবং কাস্টমসের নানা জটিলতায় বন্দরে ভোগান্তি বাড়ছে। এতে ব্যবসায়ীরা আগ্রহ হারাচ্ছেন। বেনাপোল কাস্টমস হাউসের এক কর্মকর্তা জানান, রাজস্ব আদায়ে লক্ষ্যমাত্রা পূরণে নানা উদ্যোগ নেওয়া হচ্ছে। তবে আমদানি না বাড়লে লক্ষ্য পূরণ কঠিন হবে। বন্দর কর্তৃপক্ষ জানিয়েছে, অবকাঠামো উন্নয়নে একাধিক প্রকল্প হাতে নেওয়া হয়েছে। (258, 343, 370, 504)
top-right-body: স্পোর্টস রিপোর্টারঃ সমালোচনার মুখে সুর বদলেছেন সাকিব আল হাসান। জানিয়েছেন রাজনীতি নয়, ক্রিকেট নিয়েই ভাবছেন তিনি। আবারো গায়ে চাপাতে চান লাল-সবুজের জার্সি। ঘটনার সূত্রপাত সোমবার। এক জাতীয় দৈনিকের সাথে আলাপে সাকিব বলেন, 'যেহেতু এখন রাজনৈতিক দলের কার্যক্রম নেই, তাই ক্রিকেট চালিয়ে যাচ্ছি। দলীয় কার্যক্রম শুরু হলে রাজনীতিতে ফেরার সুযোগ থাকবে।' তার এমন মন্তব্য ভালোভাবে নেননি সমর্থকেরা। শুরু হয় ব্যাপক সমালোচনা। সাকিবের এমন আওয়ামী লীগ প্রীতি নিয়ে তারা প্রশ্ন তোলে তার মানসিকতার। বিষয়টি অনুধাবন করতে পারেন সাকিবও। ফলে পায় ১২ ঘন্টা পর সুর বদলে নিজের ফেসবুক পেজে একটি পোস্ট দিয়েছেন সাকিব। সেখানে তিনি লিখেন, 'আমার সাম্প্রতিক একটি সাক্ষাৎকারের কিছু অংশ নিয়ে বিভ্রান্তি তৈরি হয়েছে, যা আমার প্রকৃত অবস্থানকে পুরোপুরি তুলে ধরেনি। আমি সবসময় নিজেকে একজন ক্রিকেটার হিসেবেই দেখেছি। ক্রিকেটই আমার পরিচয়, আমার আবেগ, একটি দেশের জন্য খেলতে পারার সবচেয়ে বড় গর্ব' (1090, 50, 1518, 157)
continuation-c3: (৩য় পাতার পর) (763, 483, 815, 493)
headline-shipyard-road[interactable]: শিপইয়ার্ড সড়ক দ্রুত সম্পন্ন করার তাগিদ (609, 233, 815, 291)
lead-body (18, 307, 370, 505)
shipyard-para-1: খুলনায় দীর্ঘদিন ধরে অচল হয়ে থাকা শিপইয়ার্ড সড়কের নির্মাণকাজ দ্রুত সম্পন্ন করার তাগিদ দিয়েছেন খুলনা উন্নয়ন কমিটির নেতৃবৃন্দ। মঙ্গলবার দুপুরে খুলনা উন্নয়ন কর্তৃপক্ষ (কেডিএ) চেয়ারম্যানের সঙ্গে এক মতবিনিময় সভায় তারা এ তাগিদ দেন। সভায় নেতৃবৃন্দ বলেন, শিপইয়ার্ড সড়কের কাজ দীর্ঘদিন ধরে ঝুলে থাকায় নগরবাসীকে চরম দুর্ভোগ পোহাতে হচ্ছে। (609, 295, 707, 455)
kicker-kda: কেডিএ চেয়ারম্যানের সঙ্গে উন্নয়ন কমিটির মতবিনিময় (609, 185, 815, 228)
lead-headline[interactable]: বেনাপোল স্থল বন্দরে মাসে ১৮শ কোটি টাকা রাজস্ব ঘাটতি (43, 189, 345, 303)
masthead-divider (16, 168, 1524, 171)
headline-terokhada-rape-case[interactable]: তেরখাদায় ধর্ষণ ঘটনায় থানায় মামলা দায়ের, আটক ধর্ষককে আদালতে সোপর্দ (1205, 710, 1497, 749)
trustee-para-2: করে ভাঙচুরের মতো ঘটনায় জড়িত দেখানো সম্পূর্ণ ভিত্তিহীন ও উদ্দেশ্যপ্রণোদিত। পরিবারের পক্ষ থেকে জানানো হয়, গ্রেপ্তারকৃত ব্যক্তি দীর্ঘ ১০-১১ বছর ধরে শিক্ষা প্রতিষ্ঠানটির সাথে যুক্ত। তিনি কখনো কোনো রাজনৈতিক কর্মকাণ্ডে জড়িত ছিলেন না। তারা দ্রুত তার নিঃশর্ত মুক্তি দাবি করেন। এ বিষয়ে পুলিশের বক্তব্য জানতে চাইলে তারা বলেন, তদন্ত সাপেক্ষে আইনানুগ ব্যবস্থা নেওয়া হবে। (1195, 1003, 1507, 1096)
photo-figures-2 (19, 819, 369, 922)
column-1 (16, 180, 378, 2240)
photo-human-rights-conference (1195, 780, 1507, 930)
body-madhukhali-fuel (1195, 575, 1507, 702)
headline-islami-andolon-obituary[interactable]: নগর ইসলামী আন্দোলন নেতার পিতার ইন্তেকাল, শোক বিবৃতি (844, 185, 1166, 224)
body-university-trustee-arrest (1195, 1003, 1507, 1097)
